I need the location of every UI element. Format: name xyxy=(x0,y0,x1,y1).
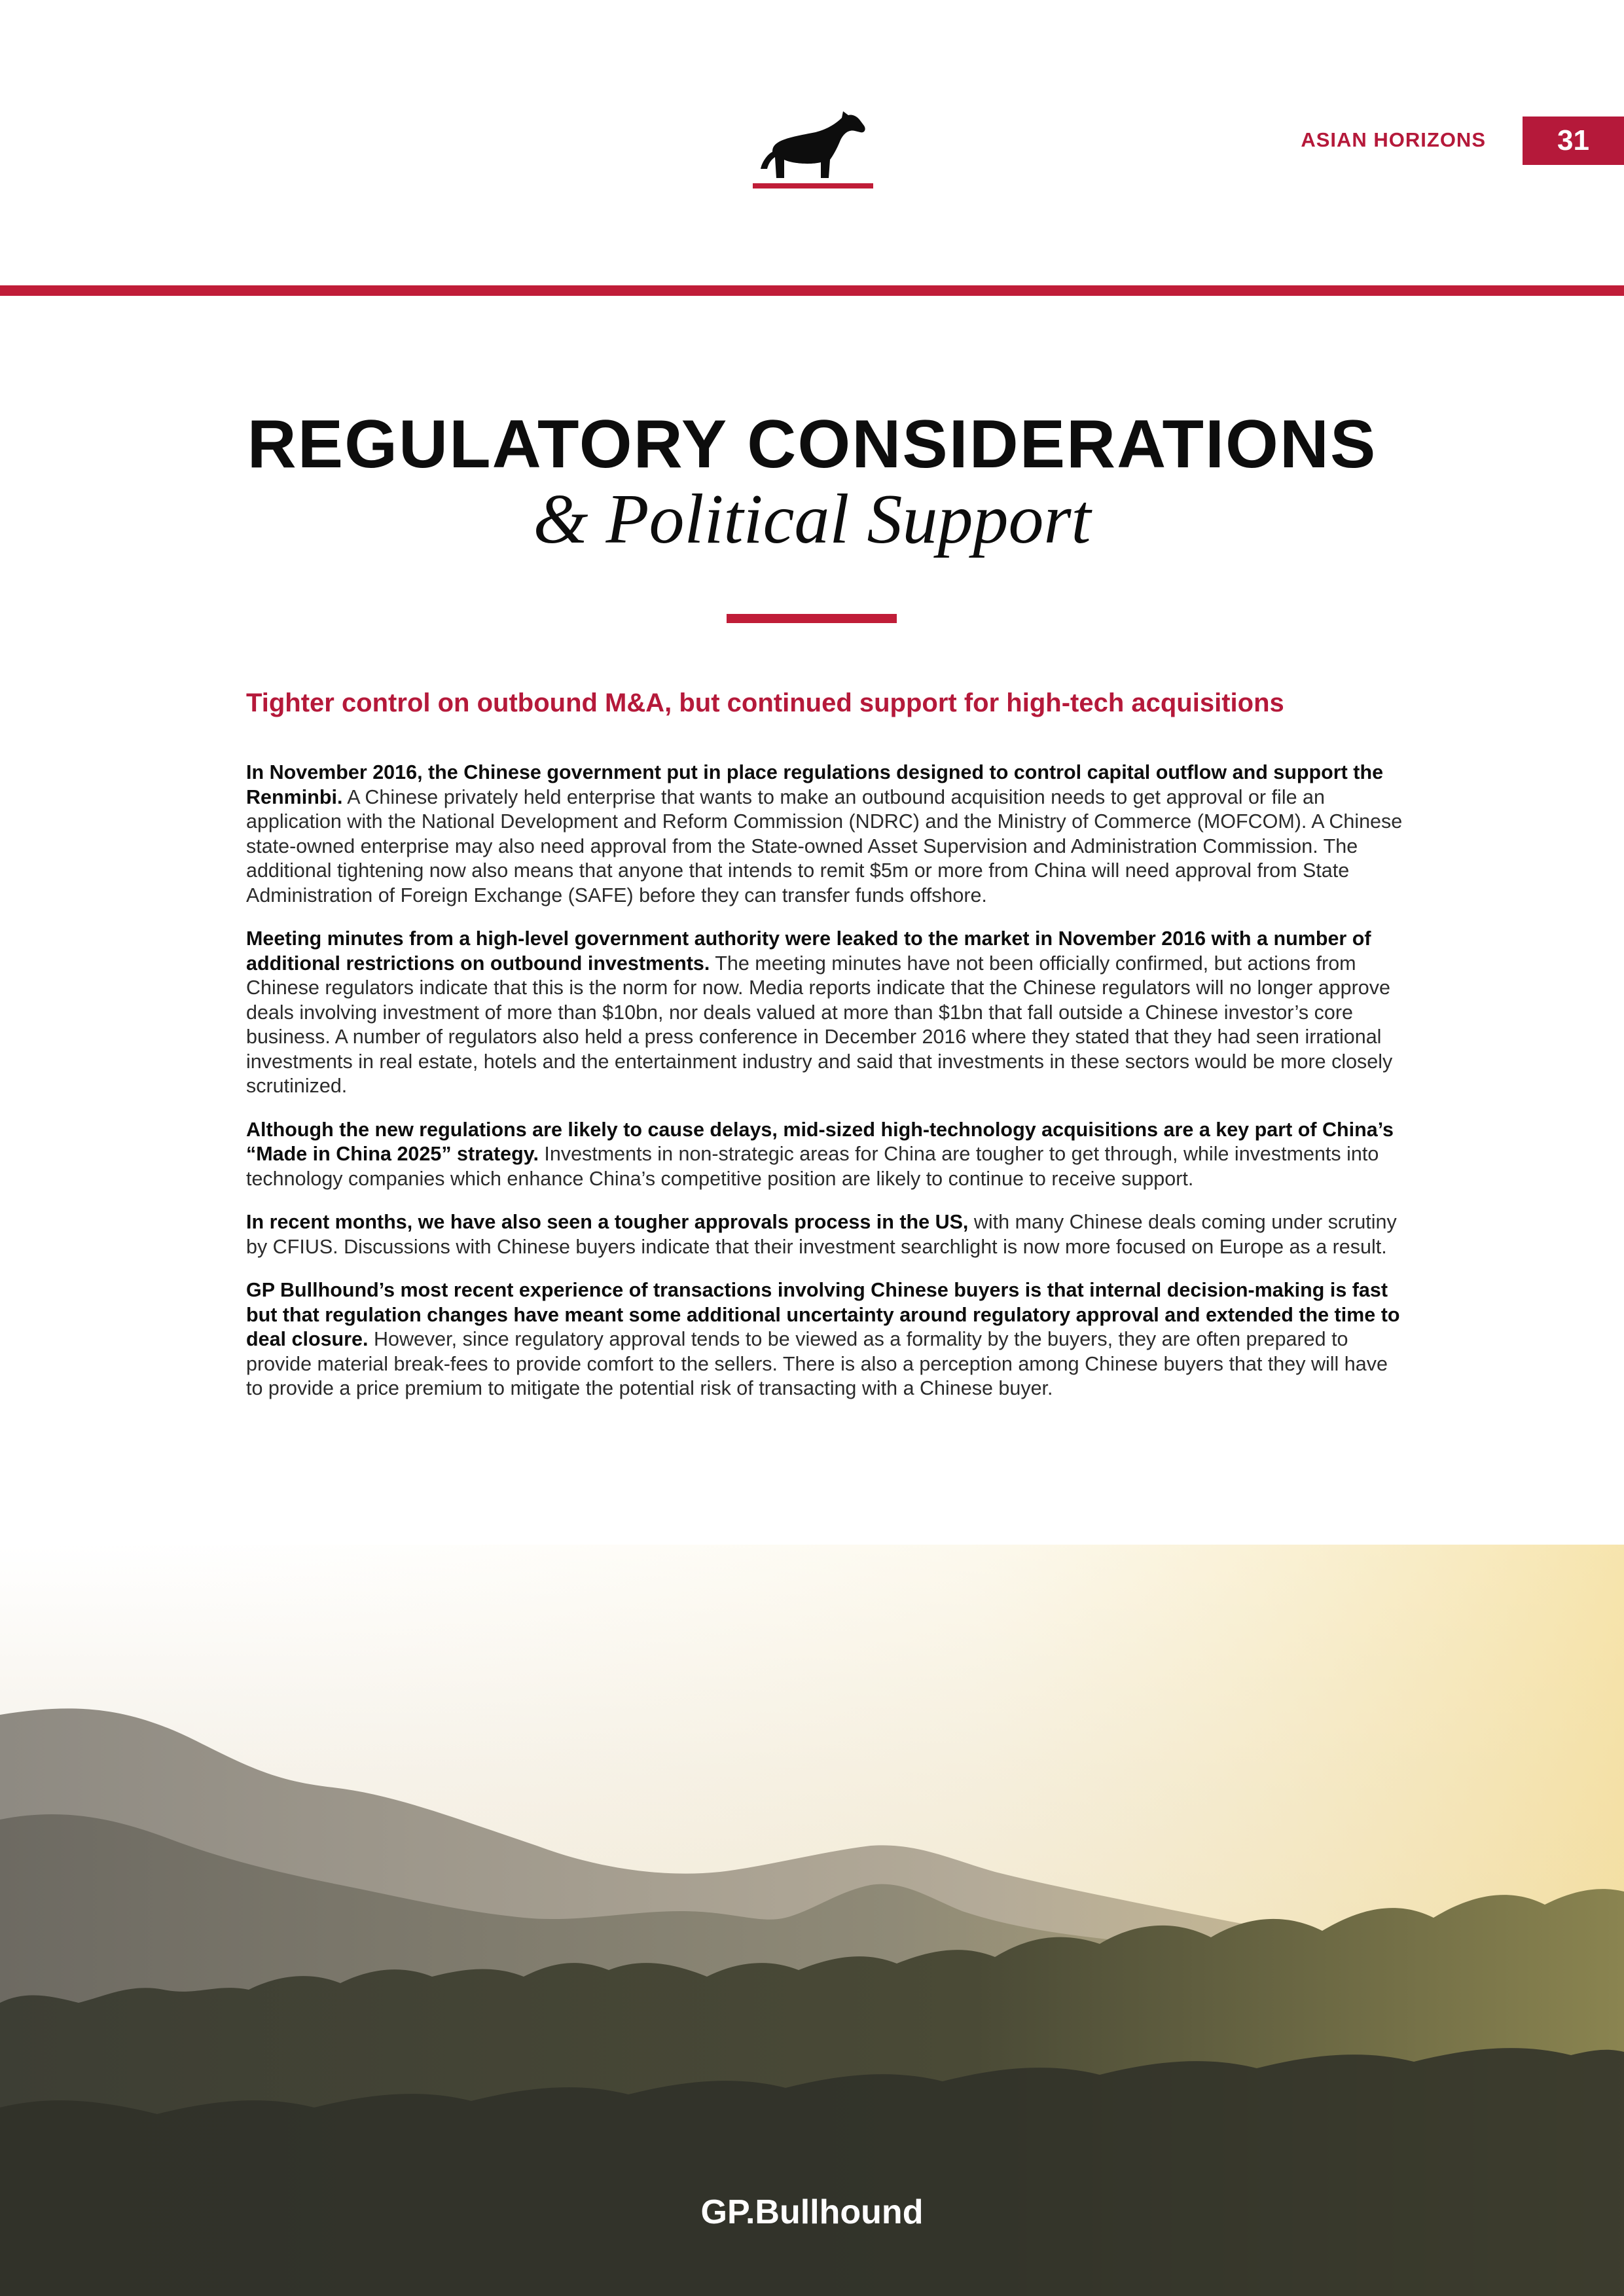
paragraph-text: A Chinese privately held enterprise that wants to make an outbound acquisition needs to get approval or file an application with the National Development and Reform Commission (NDRC) and the Ministry of Commerce (MOFCOM). A Chinese state-owned enterprise may also need approval from the State-owned Asset Supervision and Administration Commission. The additional tightening now also means that anyone that intends to remit $5m or more from China will need approval from State Administration of Foreign Exchange (SAFE) before they can transfer funds offshore. xyxy=(246,785,1403,906)
paragraph xyxy=(246,761,1405,908)
paragraph-text: with many Chinese deals coming under scrutiny by CFIUS. Discussions with Chinese buyers indicate that their investment searchlight is now more focused on Europe as a result. xyxy=(246,1211,1397,1258)
page-subtitle: & Political Support xyxy=(533,480,1091,558)
landscape-image xyxy=(0,1545,1624,2296)
section-label: ASIAN HORIZONS xyxy=(1301,128,1486,151)
title-divider xyxy=(727,614,897,623)
paragraph-lead: Although the new regulations are likely to cause delays, mid-sized high-technology acquisitions are a key part of China’s “Made in China 2025” strategy. xyxy=(246,1118,1394,1165)
paragraph-lead: In November 2016, the Chinese government put in place regulations designed to control capital outflow and support the Renminbi. xyxy=(246,761,1384,808)
section-heading: Tighter control on outbound M&A, but continued support for high-tech acquisitions xyxy=(246,689,1284,717)
paragraph xyxy=(246,1118,1405,1192)
page-title: REGULATORY CONSIDERATIONS xyxy=(247,406,1377,482)
paragraph-lead: In recent months, we have also seen a tougher approvals process in the US, xyxy=(246,1211,969,1233)
paragraph-text: However, since regulatory approval tends to be viewed as a formality by the buyers, they are often prepared to provide material break-fees to provide comfort to the sellers. There is also a perception among Chinese buyers that they will have to provide a price premium to mitigate the potential risk of transacting with a Chinese buyer. xyxy=(246,1328,1388,1399)
paragraph-text: Investments in non-strategic areas for China are tougher to get through, while investments into technology companies which enhance China’s competitive position are likely to continue to receive support. xyxy=(246,1143,1379,1190)
bulldog-logo-icon xyxy=(753,92,873,190)
page-number: 31 xyxy=(1523,117,1624,165)
paragraph xyxy=(246,927,1405,1099)
paragraph-lead: Meeting minutes from a high-level government authority were leaked to the market in November 2016 with a number of additional restrictions on outbound investments. xyxy=(246,927,1371,975)
footer-brand-logo: GP.Bullhound xyxy=(700,2193,924,2231)
paragraph-text: The meeting minutes have not been officially confirmed, but actions from Chinese regulators indicate that this is the norm for now. Media reports indicate that the Chinese regulators will no longer approve deals involving investment of more than $10bn, nor deals valued at more than $1bn that fall outside a Chinese investor’s core business. A number of regulators also held a press conference in December 2016 where they stated that they had seen irrational investments in real estate, hotels and the entertainment industry and said that investments in these sectors would be more closely scrutinized. xyxy=(246,952,1393,1097)
paragraph xyxy=(246,1278,1405,1401)
paragraph xyxy=(246,1210,1405,1259)
body-text xyxy=(246,761,1405,1420)
header-divider xyxy=(0,285,1624,296)
paragraph-lead: GP Bullhound’s most recent experience of transactions involving Chinese buyers is that internal decision-making is fast but that regulation changes have meant some additional uncertainty around regulatory approval and extended the time to deal closure. xyxy=(246,1279,1400,1350)
